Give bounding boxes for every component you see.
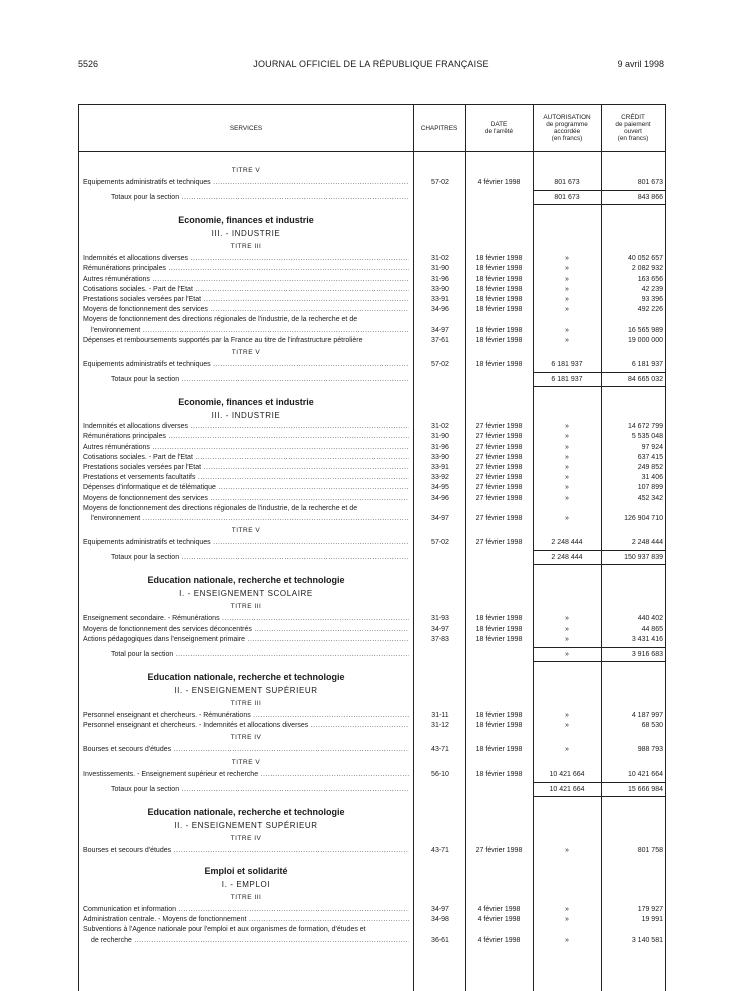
header-autorisation: AUTORISATION de programme accordée (en francs) [543,114,591,142]
payment-credit: 163 656 [637,275,663,283]
decree-date: 27 février 1998 [475,474,523,482]
chapter-number: 36-61 [431,936,449,944]
table-row [79,525,665,536]
payment-credit: 440 402 [637,615,663,623]
payment-credit: 3 431 416 [631,635,663,643]
payment-credit: 15 666 984 [627,785,663,793]
payment-credit: 19 000 000 [627,336,663,344]
row-label: Prestations sociales versées par l'Etat ..... [83,462,409,473]
programme-authorisation: » [565,746,569,754]
chapter-number: 43-71 [431,846,449,854]
ministry-heading: Education nationale, recherche et technologie [147,672,345,682]
row-label: Equipements administratifs et techniques ..... [83,537,409,548]
programme-authorisation: » [565,336,569,344]
total-rule [533,204,665,205]
titre-heading: TITRE III [230,894,262,901]
total-rule [533,647,665,648]
programme-authorisation: » [565,936,569,944]
chapter-number: 34-97 [431,906,449,913]
chapter-number: 56-10 [431,770,449,778]
decree-date: 27 février 1998 [475,423,523,431]
payment-credit: 452 342 [637,494,663,502]
titre-heading: TITRE V [231,349,261,356]
row-label: Rémunérations principales ..... [83,263,409,274]
table-row [79,698,665,709]
row-label: Total pour la section ..... [111,649,409,660]
chapter-number: 33-91 [431,296,449,303]
programme-authorisation: » [565,906,569,913]
payment-credit: 2 248 444 [631,539,663,547]
decree-date: 27 février 1998 [475,453,523,461]
row-label: Totaux pour la section ..... [111,374,409,385]
payment-credit: 249 852 [637,464,663,471]
table-row [79,845,665,856]
decree-date: 18 février 1998 [475,635,523,643]
chapter-number: 34-97 [431,326,449,334]
total-rule [533,190,665,191]
table-row [79,410,665,421]
row-label: Cotisations sociales. - Part de l'Etat ..... [83,452,409,463]
section-heading: II. - ENSEIGNEMENT SUPÉRIEUR [174,820,318,830]
row-label: Personnel enseignant et chercheurs. - Rémunérations ..... [83,710,409,721]
journal-title: JOURNAL OFFICIEL DE LA RÉPUBLIQUE FRANÇAISE [253,59,489,69]
ministry-heading: Economie, finances et industrie [178,397,314,408]
table-row [79,720,665,731]
total-rule [533,372,665,373]
total-rule [533,796,665,797]
decree-date: 18 février 1998 [475,722,523,730]
chapter-number: 34-96 [431,306,449,314]
table-header [79,105,665,152]
decree-date: 18 février 1998 [475,255,523,263]
decree-date: 4 février 1998 [477,916,521,924]
row-label: Indemnités et allocations diverses ..... [83,421,409,432]
titre-heading: TITRE III [230,700,262,707]
programme-authorisation: » [565,306,569,314]
ministry-heading: Economie, finances et industrie [178,215,314,226]
table-row [79,784,665,795]
decree-date: 18 février 1998 [475,746,523,754]
row-label: Totaux pour la section ..... [111,192,409,203]
table-row [79,374,665,385]
page-header [78,59,664,73]
row-label: Rémunérations principales ..... [83,431,409,442]
table-row [79,732,665,743]
decree-date: 18 février 1998 [475,275,523,283]
decree-date: 27 février 1998 [475,433,523,441]
programme-authorisation: » [565,275,569,283]
credits-table [78,104,666,991]
titre-heading: TITRE III [230,603,262,611]
programme-authorisation: » [565,443,569,451]
row-label: Autres rémunérations ..... [83,442,409,453]
decree-date: 18 février 1998 [475,770,523,778]
titre-heading: TITRE III [230,243,262,251]
titre-heading: TITRE IV [230,834,262,842]
table-row [79,241,665,252]
table-row [79,552,665,563]
programme-authorisation: » [565,651,569,658]
programme-authorisation: » [565,615,569,623]
row-label: Cotisations sociales. - Part de l'Etat ..... [83,284,409,295]
total-rule [533,782,665,783]
programme-authorisation: » [565,296,569,303]
row-label: Personnel enseignant et chercheurs. - Indemnités et allocations diverses ..... [83,720,409,731]
chapter-number: 57-02 [431,539,449,547]
chapter-number: 31-11 [431,712,449,719]
programme-authorisation: » [565,625,569,633]
section-heading: I. - EMPLOI [221,880,271,889]
table-row [79,769,665,780]
programme-authorisation: » [565,326,569,334]
programme-authorisation: » [565,494,569,502]
decree-date: 27 février 1998 [475,494,523,502]
chapter-number: 31-12 [431,722,449,730]
row-label: Totaux pour la section ..... [111,784,409,795]
titre-heading: TITRE IV [230,734,262,742]
chapter-number: 33-91 [431,464,449,471]
programme-authorisation: 2 248 444 [551,539,583,547]
decree-date: 4 février 1998 [477,906,521,913]
chapter-number: 31-90 [431,265,449,273]
payment-credit: 31 406 [641,474,663,482]
titre-heading: TITRE V [231,527,261,535]
row-label: Prestations et versements facultatifs ..... [83,472,409,483]
payment-credit: 179 927 [637,906,663,913]
row-label: Moyens de fonctionnement des services ..... [83,493,409,504]
chapter-number: 57-02 [431,179,449,186]
chapter-number: 34-98 [431,916,449,924]
page-number: 5526 [78,59,99,69]
titre-heading: TITRE V [231,758,261,766]
decree-date: 27 février 1998 [475,484,523,492]
section-heading: I. - ENSEIGNEMENT SCOLAIRE [179,589,313,599]
chapter-number: 31-02 [431,423,449,431]
ministry-heading: Emploi et solidarité [204,866,288,876]
programme-authorisation: » [565,423,569,431]
row-label: Autres rémunérations ..... [83,274,409,285]
row-label: Equipements administratifs et techniques ..... [83,359,409,370]
payment-credit: 126 904 710 [624,515,663,522]
chapter-number: 31-90 [431,433,449,441]
payment-credit: 801 758 [637,846,663,854]
chapter-number: 33-90 [431,285,449,293]
chapter-number: 31-02 [431,255,449,263]
table-row [79,744,665,755]
decree-date: 18 février 1998 [475,336,523,344]
total-rule [533,550,665,551]
row-label: Administration centrale. - Moyens de fonctionnement ..... [83,914,409,925]
decree-date: 4 février 1998 [477,936,521,944]
decree-date: 18 février 1998 [475,326,523,334]
table-row [79,588,665,599]
payment-credit: 107 899 [637,484,663,492]
decree-date: 27 février 1998 [475,846,523,854]
table-row [79,513,665,524]
decree-date: 27 février 1998 [475,464,523,471]
payment-credit: 2 082 932 [631,265,663,273]
chapter-number: 34-97 [431,625,449,633]
programme-authorisation: » [565,464,569,471]
row-label: Communication et information ..... [83,904,409,915]
decree-date: 18 février 1998 [475,306,523,314]
row-label: l'environnement ..... [91,513,409,524]
payment-credit: 14 672 799 [627,423,663,431]
payment-credit: 492 226 [637,306,663,314]
programme-authorisation: 6 181 937 [551,361,583,368]
payment-credit: 988 793 [637,746,663,754]
programme-authorisation: 2 248 444 [551,554,583,562]
programme-authorisation: » [565,712,569,719]
row-label: Indemnités et allocations diverses ..... [83,253,409,264]
section-heading: II. - ENSEIGNEMENT SUPÉRIEUR [174,686,318,695]
table-row [79,537,665,548]
section-heading: III. - INDUSTRIE [211,411,281,421]
payment-credit: 68 530 [641,722,663,730]
payment-credit: 5 535 048 [631,433,663,441]
table-row [79,177,665,188]
chapter-number: 31-93 [431,615,449,623]
programme-authorisation: » [565,916,569,924]
row-label: Totaux pour la section ..... [111,552,409,563]
table-row [79,833,665,844]
payment-credit: 3 140 581 [631,936,663,944]
programme-authorisation: 6 181 937 [551,376,583,384]
chapter-number: 57-02 [431,361,449,368]
payment-credit: 6 181 937 [631,361,663,368]
header-credit: CRÉDIT de paiement ouvert (en francs) [615,114,651,142]
decree-date: 18 février 1998 [475,265,523,273]
table-row [79,335,665,346]
row-label: Investissements. - Enseignement supérieur et recherche ..... [83,769,409,780]
row-label: Equipements administratifs et techniques ..... [83,177,409,188]
decree-date: 18 février 1998 [475,625,523,633]
payment-credit: 19 991 [641,916,663,924]
table-row [79,347,665,358]
programme-authorisation: » [565,722,569,730]
chapter-number: 37-83 [431,635,449,643]
payment-credit: 93 396 [641,296,663,303]
chapter-number: 34-96 [431,494,449,502]
row-label: Dépenses d'informatique et de télématique ..... [83,482,409,493]
table-row [79,685,665,696]
decree-date: 27 février 1998 [475,443,523,451]
decree-date: 4 février 1998 [477,179,521,186]
decree-date: 18 février 1998 [475,615,523,623]
header-chapitres: CHAPITRES [420,124,458,132]
payment-credit: 3 916 683 [631,651,663,658]
chapter-number: 31-96 [431,275,449,283]
total-rule [533,564,665,565]
payment-credit: 44 865 [641,625,663,633]
row-label: Subventions à l'Agence nationale pour l'emploi et aux organismes de formation, d'études et [83,926,366,934]
chapter-number: 37-61 [431,336,449,344]
programme-authorisation: » [565,255,569,263]
payment-credit: 10 421 664 [627,770,663,778]
table-row [79,359,665,370]
table-row [79,807,665,818]
programme-authorisation: 10 421 664 [549,785,585,793]
programme-authorisation: » [565,265,569,273]
row-label: l'environnement ..... [91,325,409,336]
ministry-heading: Education nationale, recherche et technologie [147,575,345,586]
programme-authorisation: » [565,484,569,492]
programme-authorisation: » [565,846,569,854]
row-label: Actions pédagogiques dans l'enseignement primaire ..... [83,634,409,645]
programme-authorisation: » [565,474,569,482]
payment-credit: 637 415 [637,453,663,461]
payment-credit: 97 924 [641,443,663,451]
table-row [79,757,665,768]
table-row [79,892,665,903]
table-row [79,601,665,612]
payment-credit: 150 937 839 [624,554,663,562]
table-row [79,672,665,683]
table-row [79,935,665,946]
total-rule [533,661,665,662]
table-row [79,215,665,226]
table-row [79,820,665,831]
table-row [79,165,665,176]
decree-date: 27 février 1998 [475,515,523,522]
programme-authorisation: » [565,453,569,461]
row-label: Bourses et secours d'études ..... [83,744,409,755]
header-date: DATE de l'arrêté [484,121,514,135]
table-row [79,397,665,408]
table-row [79,866,665,877]
chapter-number: 31-96 [431,443,449,451]
programme-authorisation: 801 673 [554,194,580,202]
table-row [79,634,665,645]
row-label: Dépenses et remboursements supportés par la France au titre de l'infrastructure pétrolière [83,336,363,344]
payment-credit: 16 565 989 [627,326,663,334]
decree-date: 18 février 1998 [475,296,523,303]
header-services: SERVICES [229,124,263,132]
table-row [79,649,665,660]
programme-authorisation: » [565,515,569,522]
row-label: Prestations sociales versées par l'Etat ..... [83,294,409,305]
programme-authorisation: 10 421 664 [549,770,585,778]
chapter-number: 33-90 [431,453,449,461]
chapter-number: 33-92 [431,474,449,482]
programme-authorisation: 801 673 [554,179,580,186]
chapter-number: 34-95 [431,484,449,492]
programme-authorisation: » [565,285,569,293]
table-row [79,575,665,586]
issue-date: 9 avril 1998 [617,59,664,69]
table-row [79,228,665,239]
decree-date: 27 février 1998 [475,539,523,547]
row-label: Bourses et secours d'études ..... [83,845,409,856]
row-label: Enseignement secondaire. - Rémunérations ..... [83,613,409,624]
row-label: Moyens de fonctionnement des directions régionales de l'industrie, de la recherche et de [83,316,358,324]
row-label: Moyens de fonctionnement des services ..... [83,304,409,315]
table-row [79,879,665,890]
ministry-heading: Education nationale, recherche et technologie [147,806,345,817]
total-rule [533,386,665,387]
section-heading: III. - INDUSTRIE [211,229,281,239]
row-label: Moyens de fonctionnement des directions régionales de l'industrie, de la recherche et de [83,504,358,512]
decree-date: 18 février 1998 [475,712,523,719]
row-label: de recherche ..... [91,935,409,946]
payment-credit: 4 187 997 [631,712,663,719]
chapter-number: 43-71 [431,746,449,754]
chapter-number: 34-97 [431,515,449,522]
table-row [79,192,665,203]
programme-authorisation: » [565,635,569,643]
payment-credit: 84 665 032 [627,376,663,384]
payment-credit: 42 239 [641,285,663,293]
payment-credit: 843 866 [637,194,663,202]
payment-credit: 40 052 657 [627,255,663,263]
row-label: Moyens de fonctionnement des services déconcentrés ..... [83,624,409,635]
titre-heading: TITRE V [231,167,261,174]
payment-credit: 801 673 [637,179,663,186]
decree-date: 18 février 1998 [475,361,523,368]
programme-authorisation: » [565,433,569,441]
decree-date: 18 février 1998 [475,285,523,293]
